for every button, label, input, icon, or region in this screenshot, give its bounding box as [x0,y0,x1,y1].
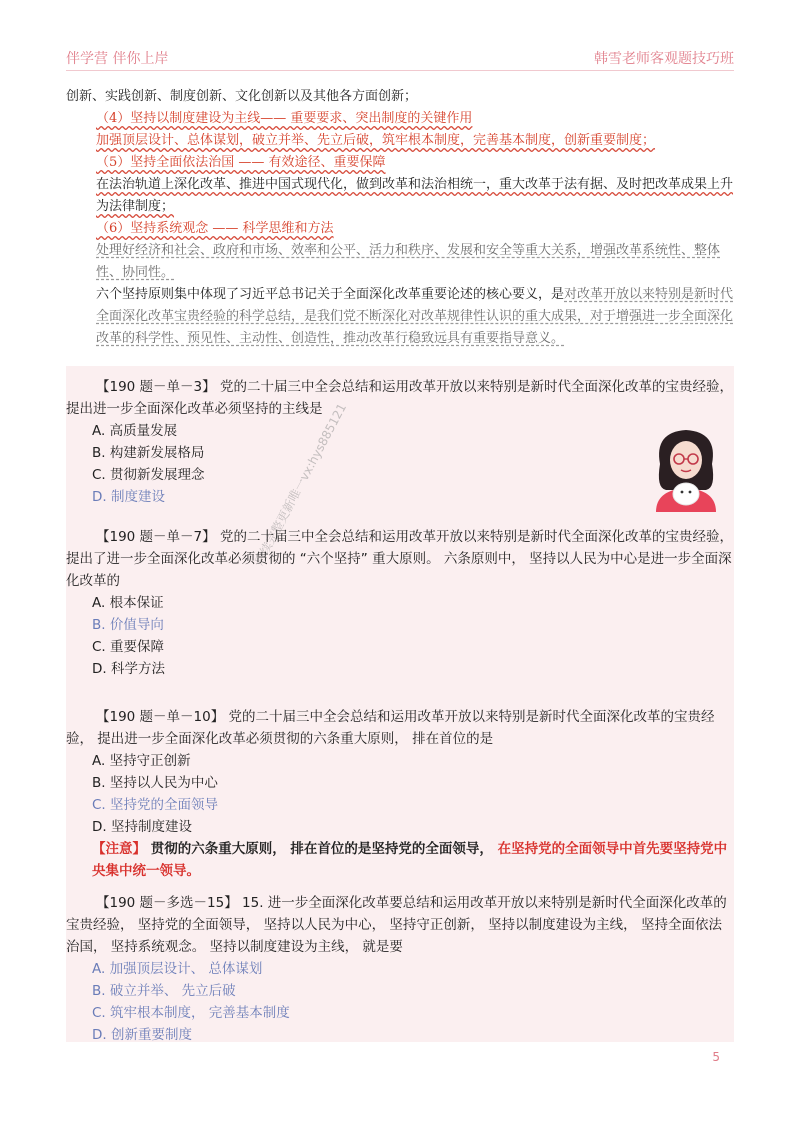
option-d: D. 坚持制度建设 [92,819,192,835]
option-a: A. 根本保证 [92,595,164,611]
question-2 [66,526,734,680]
question-stem: 【190 题－多选－15】 15. 进一步全面深化改革要总结和运用改革开放以来特别是新时代全面深化改革的宝贵经验， 坚持党的全面领导， 坚持以人民为中心， 坚持守正创新， 坚持以制度建设为主线， 坚持全面依法治国， 坚持系统观念。 坚持以制度建设为主线， 就是要 [66,895,727,955]
question-stem: 【190 题－单－10】 党的二十届三中全会总结和运用改革开放以来特别是新时代全面深化改革的宝贵经验， 提出进一步全面深化改革必须贯彻的六条重大原则， 排在首位的是 [66,709,715,747]
header-right: 韩雪老师客观题技巧班 [594,51,734,67]
question-stem: 【190 题－单－3】 党的二十届三中全会总结和运用改革开放以来特别是新时代全面深化改革的宝贵经验， 提出进一步全面深化改革必须坚持的主线是 [66,379,733,417]
option-c: C. 贯彻新发展理念 [92,467,205,483]
summary-paragraph [66,284,734,350]
question-stem: 【190 题－单－7】 党的二十届三中全会总结和运用改革开放以来特别是新时代全面深化改革的宝贵经验， 提出了进一步全面深化改革必须贯彻的 “六个坚持” 重大原则。 六条原则中， 坚持以人民为中心是进一步全面深化改革的 [66,529,733,589]
option-c: C. 筑牢根本制度， 完善基本制度 [92,1005,290,1021]
summary-a: 六个坚持原则集中体现了习近平总书记关于全面深化改革重要论述的核心要义，是 [96,287,565,302]
note-tag: 【注意】 [92,841,146,857]
page-number: 5 [712,1050,720,1064]
header-left: 伴学营 伴你上岸 [66,51,169,67]
teacher-avatar [642,424,730,512]
option-d: D. 创新重要制度 [92,1027,192,1043]
watermark: 后续完整更新唯一vx:hys885121 [251,401,350,568]
option-b: B. 价值导向 [92,617,164,633]
option-a: A. 高质量发展 [92,423,178,439]
option-b: B. 构建新发展格局 [92,445,205,461]
option-b: B. 坚持以人民为中心 [92,775,218,791]
note [66,838,734,882]
note-text: 贯彻的六条重大原则， 排在首位的是坚持党的全面领导， [146,841,498,857]
p6-body: 处理好经济和社会、政府和市场、效率和公平、活力和秩序、发展和安全等重大关系，增强改革系统性、整体性、协同性。 [96,243,721,280]
option-d: D. 制度建设 [92,489,165,505]
p5-body: 在法治轨道上深化改革、推进中国式现代化，做到改革和法治相统一，重大改革于法有据、及时把改革成果上升为法律制度； [96,177,734,214]
page-header [66,46,734,71]
p4-heading: （4）坚持以制度建设为主线—— 重要要求、突出制度的关键作用 [96,111,473,126]
option-d: D. 科学方法 [92,661,165,677]
p6-heading: （6）坚持系统观念 —— 科学思维和方法 [96,221,334,236]
question-3 [66,706,734,882]
option-a: A. 坚持守正创新 [92,753,191,769]
line-1: 创新、实践创新、制度创新、文化创新以及其他各方面创新； [66,89,418,104]
option-a: A. 加强顶层设计、 总体谋划 [92,961,263,977]
question-1 [66,376,734,508]
question-4 [66,892,734,1046]
p4-body: 加强顶层设计、总体谋划，破立并举、先立后破，筑牢根本制度，完善基本制度，创新重要制度； [96,133,656,148]
p5-heading: （5）坚持全面依法治国 —— 有效途径、重要保障 [96,155,386,170]
notes-section [66,86,734,350]
option-b: B. 破立并举、 先立后破 [92,983,236,999]
note-highlight: 在坚持党的全面领导中首先要坚持党中央集中统一领导。 [92,841,728,879]
option-c: C. 坚持党的全面领导 [92,797,219,813]
option-c: C. 重要保障 [92,639,165,655]
summary-b: 对改革开放以来特别是新时代全面深化改革宝贵经验的科学总结，是我们党不断深化对改革规律性认识的重大成果，对于增强进一步全面深化改革的科学性、预见性、主动性、创造性，推动改革行稳致远具有重要指导意义。 [96,287,734,346]
